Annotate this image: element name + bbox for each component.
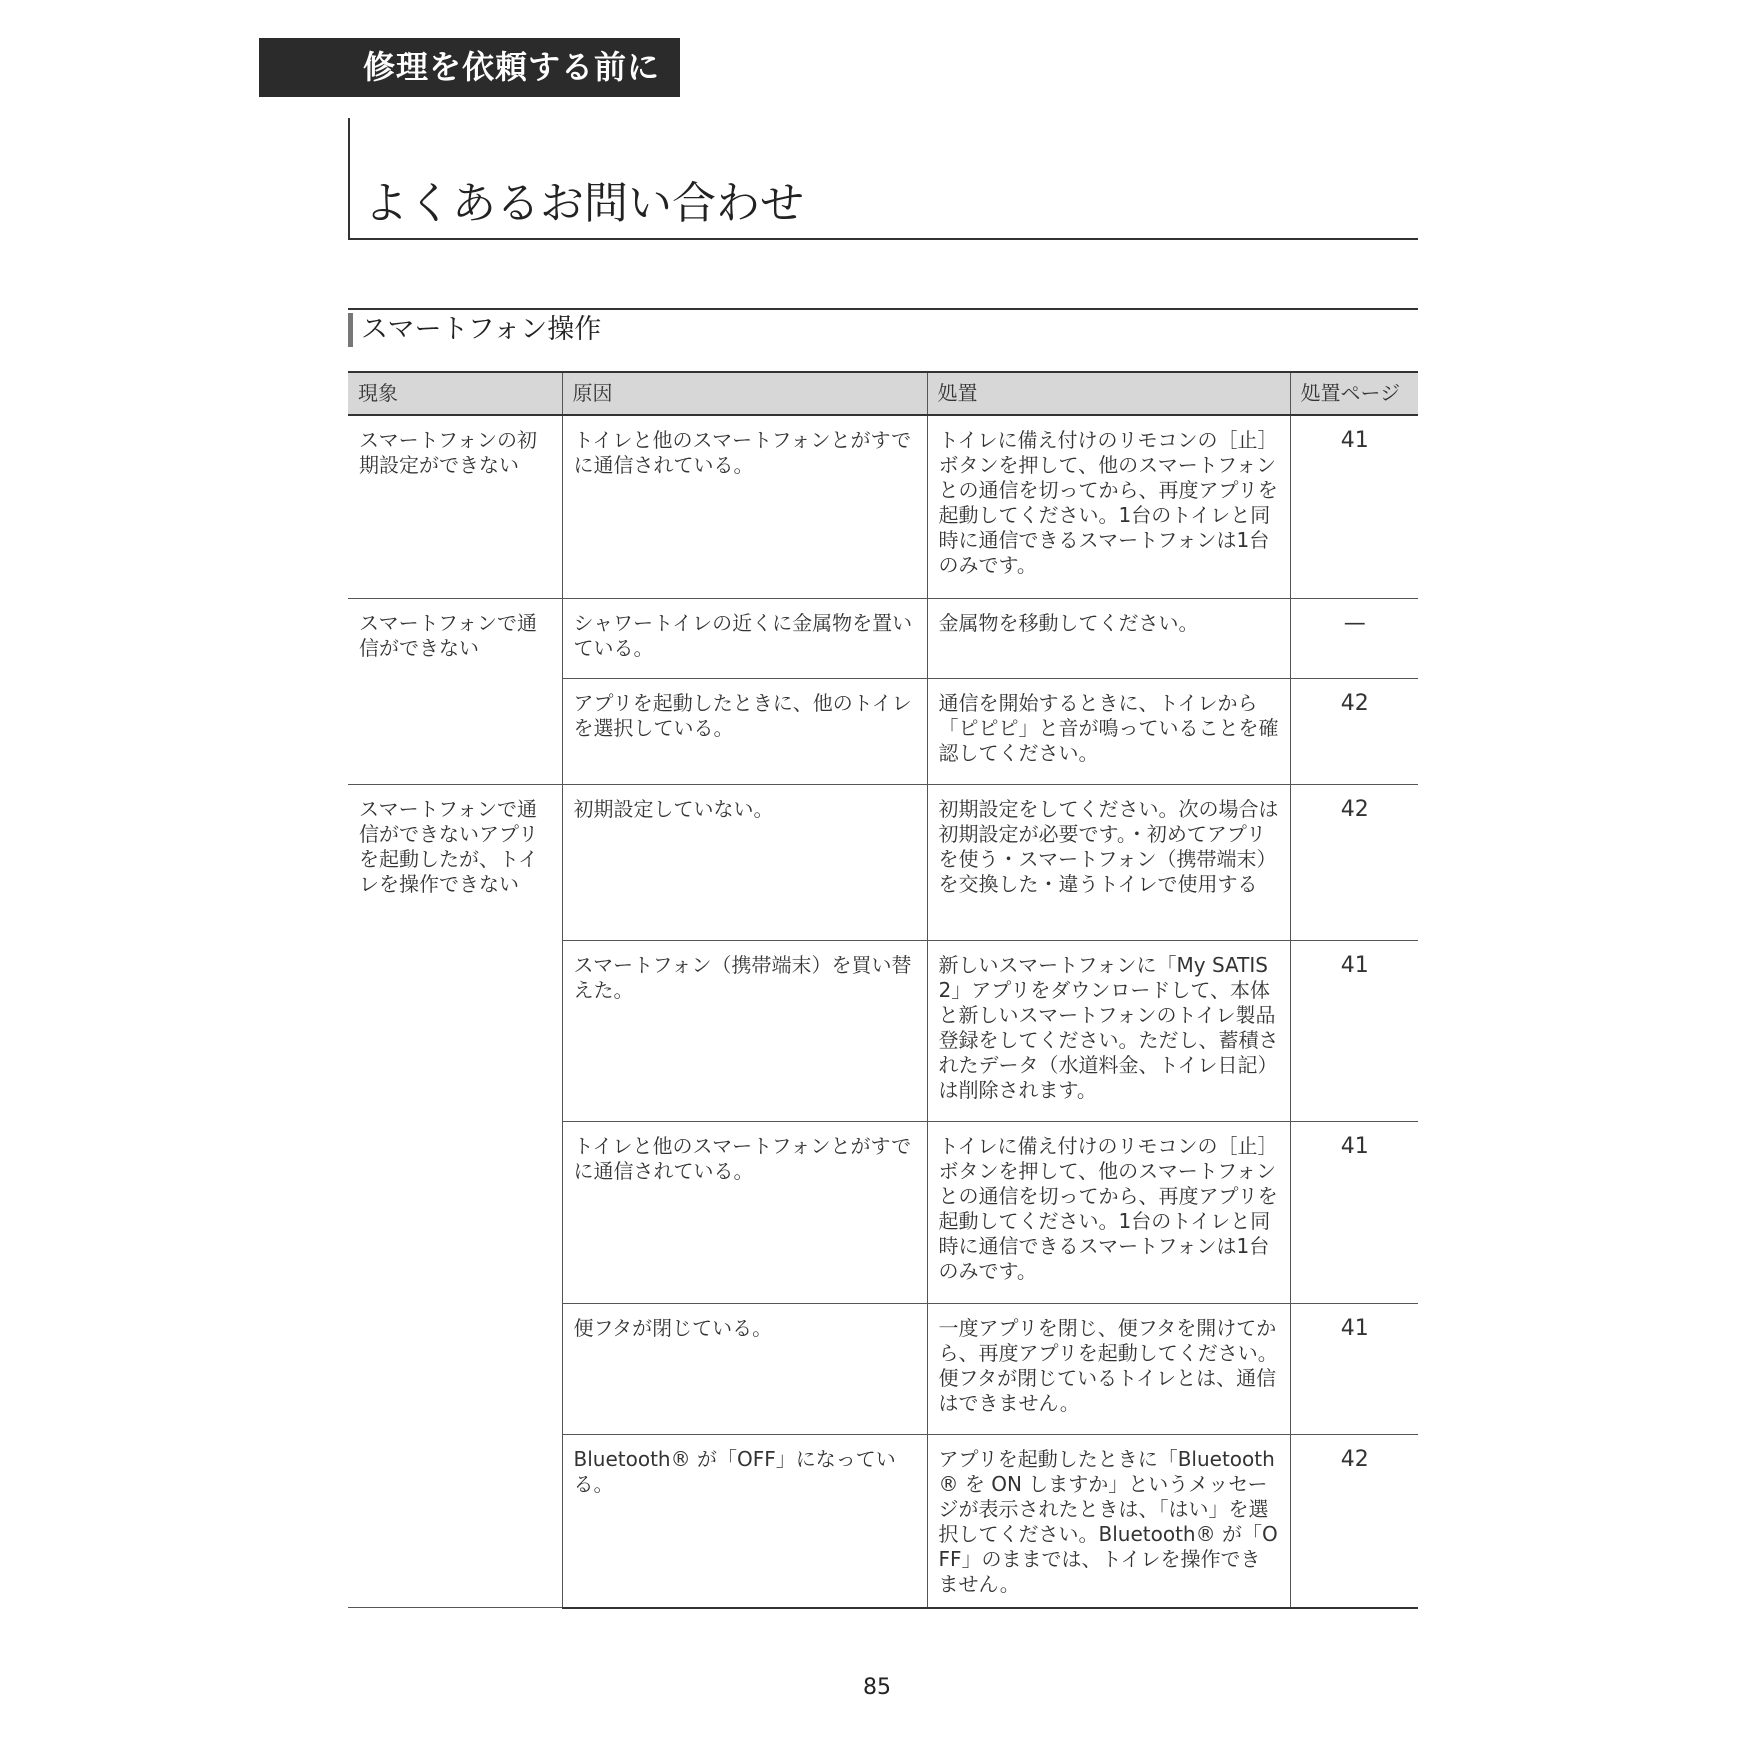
cause-cell: シャワートイレの近くに金属物を置いている。 <box>562 598 927 678</box>
action-cell: トイレに備え付けのリモコンの［止］ボタンを押して、他のスマートフォンとの通信を切ってから、再度アプリを起動してください。1台のトイレと同時に通信できるスマートフォンは1台のみです。 <box>927 1121 1290 1303</box>
section-rule <box>348 308 1418 310</box>
symptom-cell: スマートフォンで通信ができないアプリを起動したが、トイレを操作できない <box>348 784 562 1608</box>
header-cause: 原因 <box>562 372 927 415</box>
title-rule-vertical <box>348 118 350 239</box>
page-ref-cell: 41 <box>1290 940 1418 1121</box>
cause-cell: Bluetooth® が「OFF」になっている。 <box>562 1434 927 1608</box>
page-number: 85 <box>863 1675 891 1700</box>
header-symptom: 現象 <box>348 372 562 415</box>
action-cell: 新しいスマートフォンに「My SATIS 2」アプリをダウンロードして、本体と新しいスマートフォンのトイレ製品登録をしてください。ただし、蓄積されたデータ（水道料金、トイレ日記）は削除されます。 <box>927 940 1290 1121</box>
cause-cell: 初期設定していない。 <box>562 784 927 940</box>
chapter-tab: 修理を依頼する前に <box>259 38 680 97</box>
cause-cell: 便フタが閉じている。 <box>562 1303 927 1434</box>
title-rule-horizontal <box>348 238 1418 240</box>
page-ref-cell: 41 <box>1290 415 1418 598</box>
action-cell: トイレに備え付けのリモコンの［止］ボタンを押して、他のスマートフォンとの通信を切ってから、再度アプリを起動してください。1台のトイレと同時に通信できるスマートフォンは1台のみです。 <box>927 415 1290 598</box>
symptom-cell: スマートフォンの初期設定ができない <box>348 415 562 598</box>
action-cell: 初期設定をしてください。次の場合は初期設定が必要です。・初めてアプリを使う・スマートフォン（携帯端末）を交換した・違うトイレで使用する <box>927 784 1290 940</box>
symptom-cell: スマートフォンで通信ができない <box>348 598 562 784</box>
table-row <box>348 415 1418 598</box>
page-ref-cell: 41 <box>1290 1303 1418 1434</box>
page-ref-cell: 42 <box>1290 1434 1418 1608</box>
section-title: スマートフォン操作 <box>361 314 602 345</box>
table-row <box>348 784 1418 940</box>
action-cell: 金属物を移動してください。 <box>927 598 1290 678</box>
cause-cell: トイレと他のスマートフォンとがすでに通信されている。 <box>562 1121 927 1303</box>
table-row <box>348 598 1418 678</box>
action-cell: 通信を開始するときに、トイレから「ピピピ」と音が鳴っていることを確認してください。 <box>927 678 1290 784</box>
faq-table <box>348 371 1418 1609</box>
action-cell: アプリを起動したときに「Bluetooth® を ON しますか」というメッセージが表示されたときは、「はい」を選択してください。Bluetooth® が「OFF」のままでは、トイレを操作できません。 <box>927 1434 1290 1608</box>
page-ref-cell: 42 <box>1290 678 1418 784</box>
section-marker <box>348 313 353 347</box>
cause-cell: スマートフォン（携帯端末）を買い替えた。 <box>562 940 927 1121</box>
header-page: 処置ページ <box>1290 372 1418 415</box>
action-cell: 一度アプリを閉じ、便フタを開けてから、再度アプリを起動してください。便フタが閉じているトイレとは、通信はできません。 <box>927 1303 1290 1434</box>
page-ref-cell: — <box>1290 598 1418 678</box>
page-title: よくあるお問い合わせ <box>364 178 804 229</box>
page-ref-cell: 42 <box>1290 784 1418 940</box>
cause-cell: アプリを起動したときに、他のトイレを選択している。 <box>562 678 927 784</box>
table-header-row <box>348 372 1418 415</box>
header-action: 処置 <box>927 372 1290 415</box>
page-ref-cell: 41 <box>1290 1121 1418 1303</box>
cause-cell: トイレと他のスマートフォンとがすでに通信されている。 <box>562 415 927 598</box>
